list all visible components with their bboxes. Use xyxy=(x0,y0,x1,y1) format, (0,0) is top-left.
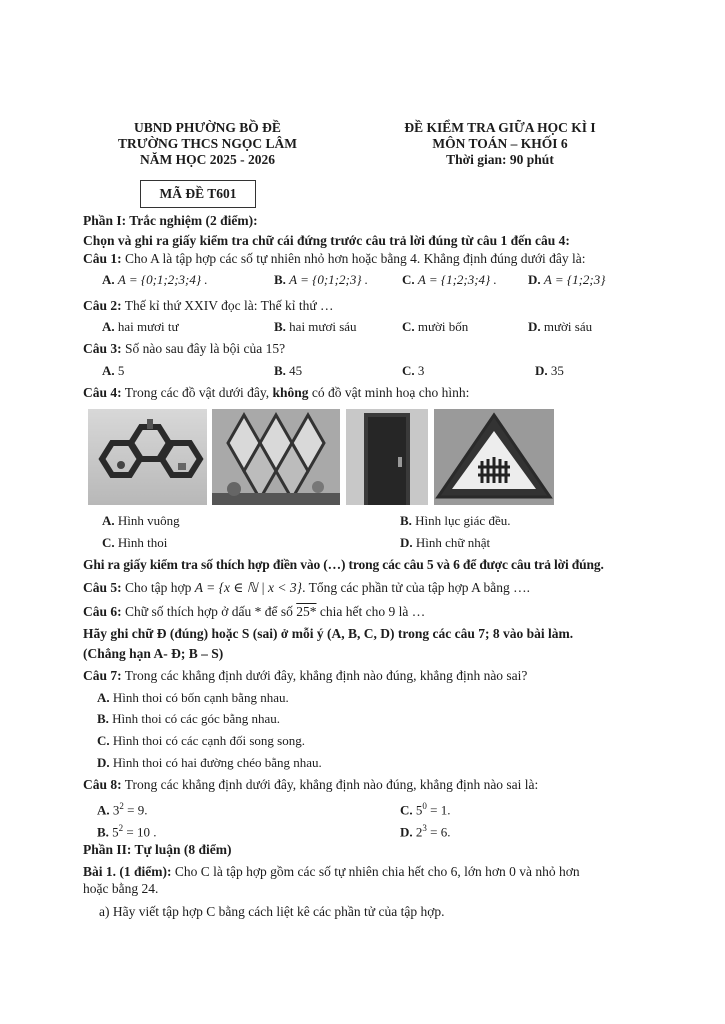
question-4-images xyxy=(88,409,558,505)
question-text: Số nào sau đây là bội của 15? xyxy=(125,341,286,356)
exam-code-box: MÃ ĐỀ T601 xyxy=(140,180,256,208)
q2-option-a: A. hai mươi tư xyxy=(102,319,179,334)
question-1 xyxy=(83,251,586,267)
exam-duration: Thời gian: 90 phút xyxy=(446,152,554,167)
rhombus-mirrors-image xyxy=(212,409,340,505)
q4-option-b: B. Hình lục giác đều. xyxy=(400,513,511,528)
q3-option-a: A. 5 xyxy=(102,363,125,378)
part1-instruction: Chọn và ghi ra giấy kiểm tra chữ cái đứng trước câu trả lời đúng từ câu 1 đến câu 4: xyxy=(83,233,570,248)
bai-1: Bài 1. (1 điểm): Cho C là tập hợp gồm các số tự nhiên chia hết cho 6, lớn hơn 0 và nhỏ hơn xyxy=(83,864,580,879)
school-header xyxy=(100,120,315,168)
question-6: Câu 6: Chữ số thích hợp ở dấu * để số 25* chia hết cho 9 là … xyxy=(83,604,426,619)
exam-title: ĐỀ KIỂM TRA GIỮA HỌC KÌ I xyxy=(404,120,596,135)
q1-option-d: D. A = {1;2;3} xyxy=(528,272,606,287)
bai-1-part-a: a) Hãy viết tập hợp C bằng cách liệt kê các phần tử của tập hợp. xyxy=(99,904,445,919)
q4-option-c: C. Hình thoi xyxy=(102,535,168,550)
q4-option-d: D. Hình chữ nhật xyxy=(400,535,491,550)
q1-option-c: C. A = {1;2;3;4} . xyxy=(402,272,497,287)
true-false-example: (Chẳng hạn A- Đ; B – S) xyxy=(83,646,224,661)
question-3 xyxy=(83,341,285,357)
question-7: Câu 7: Trong các khẳng định dưới đây, khẳng định nào đúng, khẳng định nào sai? xyxy=(83,668,528,683)
q4-option-a: A. Hình vuông xyxy=(102,513,180,528)
question-label: Câu 1: xyxy=(83,251,122,266)
hexagon-shelves-image xyxy=(88,409,207,505)
q7-item-d: D. Hình thoi có hai đường chéo bằng nhau. xyxy=(97,755,322,770)
q2-option-b: B. hai mươi sáu xyxy=(274,319,357,334)
q1-option-b: B. A = {0;1;2;3} . xyxy=(274,272,369,287)
subject-grade: MÔN TOÁN – KHỐI 6 xyxy=(432,136,568,151)
q3-option-d: D. 35 xyxy=(535,363,564,378)
q7-item-a: A. Hình thoi có bốn cạnh bằng nhau. xyxy=(97,690,289,705)
question-5: Câu 5: Cho tập hợp A = {x ∈ ℕ | x < 3}. Tổng các phần tử của tập hợp A bằng …. xyxy=(83,580,530,595)
door-image xyxy=(346,409,428,505)
school-year: NĂM HỌC 2025 - 2026 xyxy=(140,152,275,167)
fill-instruction: Ghi ra giấy kiểm tra số thích hợp điền vào (…) trong các câu 5 và 6 để được câu trả lời đúng. xyxy=(83,557,604,572)
q7-item-c: C. Hình thoi có các cạnh đối song song. xyxy=(97,733,305,748)
warning-sign-image xyxy=(434,409,554,505)
q3-option-c: C. 3 xyxy=(402,363,425,378)
q8-item-c: C. $5^0 = 1$. xyxy=(400,801,451,818)
q3-option-b: B. 45 xyxy=(274,363,303,378)
question-8: Câu 8: Trong các khẳng định dưới đây, khẳng định nào đúng, khẳng định nào sai là: xyxy=(83,777,539,792)
question-4: Câu 4: Trong các đồ vật dưới đây, không có đồ vật minh hoạ cho hình: xyxy=(83,385,470,400)
district-name: UBND PHƯỜNG BỒ ĐỀ xyxy=(134,120,281,135)
exam-header xyxy=(355,120,645,168)
question-text: Thế kỉ thứ XXIV đọc là: Thế kỉ thứ … xyxy=(124,298,334,313)
true-false-instruction: Hãy ghi chữ Đ (đúng) hoặc S (sai) ở mỗi ý (A, B, C, D) trong các câu 7; 8 vào bài làm. xyxy=(83,626,574,641)
question-label: Câu 3: xyxy=(83,341,122,356)
part1-title: Phần I: Trắc nghiệm (2 điểm): xyxy=(83,213,258,228)
q1-option-a: A. A = {0;1;2;3;4} . xyxy=(102,272,208,287)
q2-option-c: C. mười bốn xyxy=(402,319,469,334)
q2-option-d: D. mười sáu xyxy=(528,319,593,334)
q7-item-b: B. Hình thoi có các góc bằng nhau. xyxy=(97,711,281,726)
question-label: Câu 4: xyxy=(83,385,122,400)
q8-item-b: B. $5^2 = 10$ . xyxy=(97,823,157,840)
school-name: TRƯỜNG THCS NGỌC LÂM xyxy=(118,136,297,151)
q8-item-d: D. $2^3 = 6$. xyxy=(400,823,451,840)
q8-item-a: A. $3^2 = 9$. xyxy=(97,801,148,818)
question-label: Câu 2: xyxy=(83,298,122,313)
part2-title: Phần II: Tự luận (8 điểm) xyxy=(83,842,232,857)
bai-1-line-2: hoặc bằng 24. xyxy=(83,881,159,896)
question-text: Cho A là tập hợp các số tự nhiên nhỏ hơn hoặc bằng 4. Khẳng định đúng dưới đây là: xyxy=(125,251,586,266)
question-2 xyxy=(83,298,334,314)
